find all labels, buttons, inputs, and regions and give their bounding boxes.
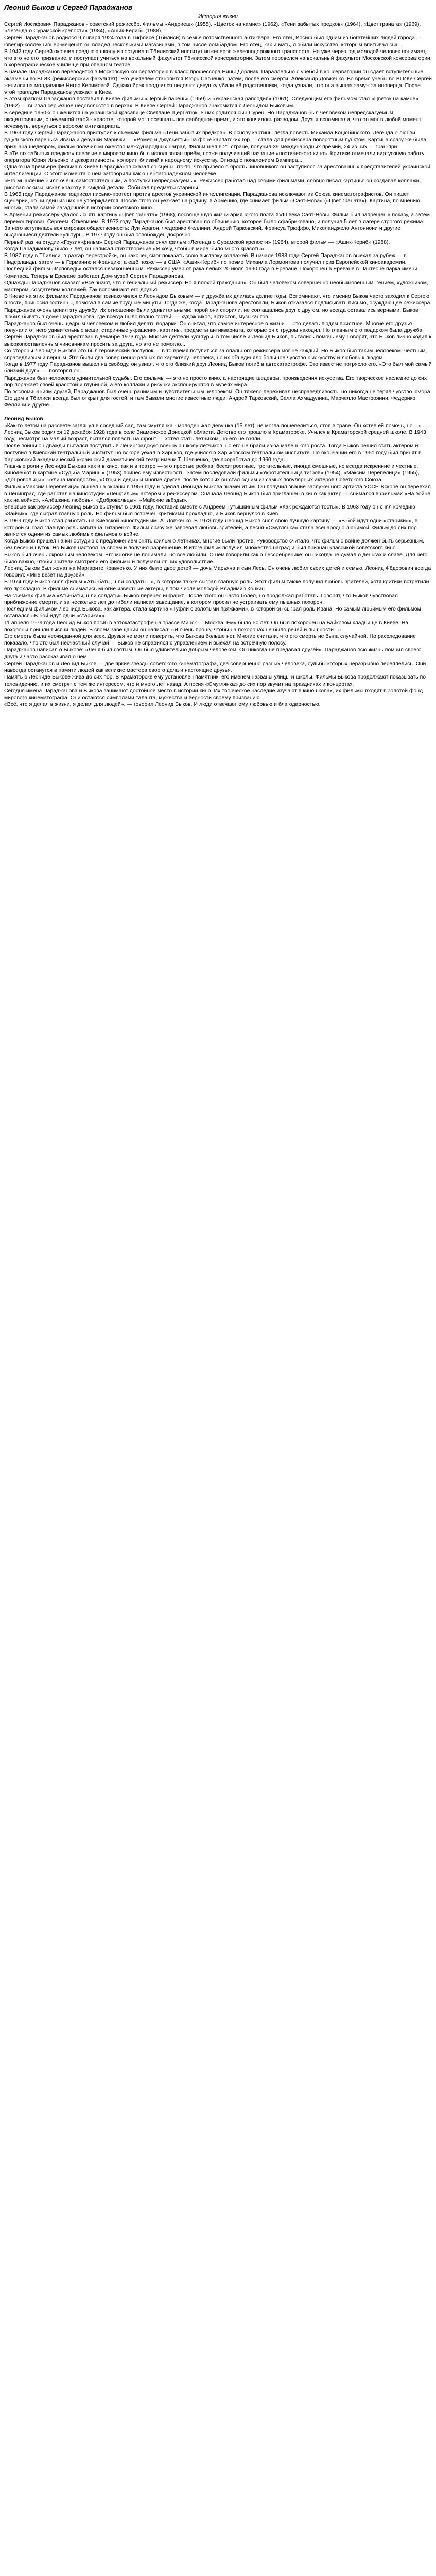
- paragraph: «Его мышление было очень самостоятельным, а поступки непредсказуемы». Режиссёр работал над своими фильмами, словно писал картины: он создавал коллажи, рисовал эскизы, искал красоту в каждой детали. Собирал предметы старины...: [4, 178, 421, 191]
- paragraph: В 1942 году Сергей окончил среднюю школу и поступил в Тбилисский институт инженеров железнодорожного транспорта. Но уже через год молодой человек понимает, что это не его призвание, и поступает учиться на вокальный факультет Тбилисской консерватории. Затем перевелся на вокальный факультет Московской консерватории, в хореографическое училище при оперном театре.: [4, 48, 432, 69]
- paragraph: После войны он дважды пытался поступить в Ленинградскую военную школу лётчиков, но его не брали из-за маленького роста. Тогда Быков решил стать актёром и поступил в Киевский театральный институт, но вскоре уехал в Харьков, где учился в Харьковском театральном институте. По окончании его в 1951 году был принят в Харьковский академический украинский драматический театр имени Т. Шевченко, где проработал до 1960 года.: [4, 443, 422, 463]
- paragraph: В 1974 году Быков снял фильм «Аты-баты, шли солдаты...», в котором также сыграл главную роль. Этот фильм также получил любовь зрителей, хотя критики встретили его прохладно. В фильме снимались многие известные актёры, в том числе молодой Владимир Конкин.: [4, 579, 429, 592]
- paragraph: На съёмках фильма «Аты-баты, шли солдаты» Быков перенёс инфаркт. После этого он часто болел, но продолжал работать. Говорят, что Быков чувствовал приближение смерти, и за несколько лет до гибели написал завещание, в котором просил не устраивать ему пышных похорон.: [4, 592, 398, 606]
- paragraph: Со стороны Леонида Быкова это был героический поступок — в то время вступиться за опального режиссёра мог не каждый. Но Быков был таким человеком: честным, справедливым и верным. Это были два совершенно разных по характеру человека, но их объединяло большое чувство к искусству и любовь к людям.: [4, 348, 427, 361]
- paragraph: В Армении режиссёру удалось снять картину «Цвет граната» (1968), посвящённую жизни армянского поэта XVIII века Саят-Новы. Фильм был запрещён к показу, а затем перемонтирован Сергеем Юткевичем. В 1973 году Параджанов был арестован по обвинению, которое было сфабриковано, и получил 5 лет в лагере строгого режима.: [4, 212, 430, 225]
- paragraph: В 1965 году Параджанов подписал письмо-протест против арестов украинской интеллигенции. Параджанова исключают из Союза кинематографистов. Он пишет сценарии, но ни один из них не утверждается. После этого он уезжает на родину, в Армению, где снимает фильм «Саят-Нова» («Цвет граната»). Картина, по мнению многих, стала самой загадочной в истории советского кино.: [4, 192, 420, 211]
- paragraph: Последний фильм «Исповедь» остался незаконченным. Режиссёр умер от рака лёгких 20 июля 1990 года в Ереване. Похоронен в Ереване в Пантеоне парка имени Комитаса. Теперь в Ереване работает Дом-музей Сергея Параджанова.: [4, 266, 418, 279]
- paragraph: В 1969 году Быков стал работать на Киевской киностудии им. А. Довженко. В 1973 году Леонид Быков снял свою лучшую картину — «В бой идут одни «старики»», в которой сыграл главную роль капитана Титаренко. Фильм сразу же завоевал любовь зрителей, а песня «Смуглянка» стала всенародно любимой. Фильм до сих пор является одним из самых любимых фильмов о войне.: [4, 518, 418, 538]
- section-gap: [4, 409, 432, 416]
- paragraph: В начале Параджанов переводится в Московскую консерваторию в класс профессора Нины Дорлиак. Параллельно с учебой в консерватории он сдает вступительные экзамены во ВГИК (режиссерский факультет). Его учителем становится Игорь Савченко, затем, после его смерти, Александр Довженко. Во время учебы во ВГИКе Сергей женился на молдаванке Нигяр Керимовой. Однако брак продлился недолго: девушку убили её родственники, когда узнали, что она вышла замуж за иноверца. После этой трагедии Параджанов уезжает в Киев.: [4, 69, 432, 96]
- page-title: Леонид Быков и Сергей Параджанов: [4, 4, 133, 11]
- paragraph: Когда Быков пришёл на киностудию с предложением снять фильм о лётчиках, многие были против. Руководство считало, что фильм о войне должен быть серьёзным, без песен и шуток. Но Быков настоял на своём и получил разрешение. В итоге фильм получил множество наград и был признан классикой советского кино.: [4, 538, 424, 551]
- page-subtitle: История жизни: [198, 13, 238, 20]
- paragraph: Фильм «Максим Перепелица» вышел на экраны в 1956 году и сделал Леонида Быкова знаменитым. Он получил звание заслуженного артиста УССР. Вскоре он переехал в Ленинград, где работал на киностудии «Ленфильм» актёром и режиссёром. Сначала Леонид Быков был приглашён в кино как актёр — снимался в фильмах «На войне как на войне», «Алёшкина любовь», «Добровольцы», «Майские звёзды».: [4, 484, 431, 504]
- paragraph: По воспоминаниям друзей, Параджанов был очень ранимым и чувствительным человеком. Он тяжело переживал несправедливость, но никогда не терял чувство юмора. Его дом в Тбилиси всегда был открыт для гостей, и там бывали многие известные люди: Андрей Тарковский, Белла Ахмадулина, Марчелло Мастроянни, Федерико Феллини и другие.: [4, 388, 432, 409]
- paragraph: «Всё, что я делал в жизни, я делал для людей», — говорил Леонид Быков. И люди отвечают ему любовью и благодарностью.: [4, 702, 321, 708]
- paragraph: В этом кратком Параджанов поставил в Киеве фильмы «Первый парень» (1959) и «Украинская рапсодия» (1961). Следующим его фильмом стал «Цветок на камне» (1962) — вызвал серьезное недовольство в верхах. В Киеве Сергей Параджанов знакомится с Леонидом Быковым.: [4, 96, 419, 109]
- paragraph: Леонид Быков был женат на Маргарите Кравченко. У них было двое детей — дочь Марьяна и сын Лесь. Он очень любил своих детей и семью. Леонид Фёдорович всегда говорил: «Мне везёт на друзей».: [4, 566, 431, 579]
- paragraph: Однако на премьере фильма в Киеве Параджанов сказал со сцены что-то, что привело в ярость чиновников: он заступился за арестованных представителей украинской интеллигенции. С этого момента о нём заговорили как о неблагонадёжном человеке.: [4, 164, 430, 177]
- paragraph: Впервые как режиссёр Леонид Быков выступил в 1961 году, поставив вместе с Андреем Тутышкиным фильм «Как рождаются тосты». В 1963 году он снял комедию «Зайчик», где сыграл главную роль. Но фильм был встречен критиками прохладно, и Быков вернулся в Киев.: [4, 504, 415, 517]
- paragraph: Сергей Параджанов родился 9 января 1924 года в Тифлисе (Тбилиси) в семье потомственного антиквара. Его отец Иосиф был одним из богатейших людей города — ювелир-коллекционер-меценат, он владел несколькими магазинами, в том числе ломбардом. Его отец, как и мать, любили искусство, которым впитывал сын...: [4, 35, 422, 48]
- paragraph: Сегодня имена Параджанова и Быкова занимают достойное место в истории кино. Их творческое наследие изучают в киношколах, их фильмы входят в золотой фонд мирового кинематографа. Они остаются символами таланта, мужества и верности своему призванию.: [4, 688, 423, 701]
- paragraph: Память о Леониде Быкове жива до сих пор. В Краматорске ему установлен памятник, его именем названы улицы и школы. Фильмы Быкова продолжают показывать по телевидению, и их смотрят с тем же интересом, что и много лет назад. А песня «Смуглянка» до сих пор звучит на праздниках и концертах.: [4, 674, 426, 687]
- paragraph: Сергей Параджанов был арестован в декабре 1973 года. Многие деятели культуры, в том числе и Леонид Быков, пытались помочь ему. Говорят, что Быков лично ходил к высокопоставленным чиновникам просить за друга, но это не помогло...: [4, 334, 432, 347]
- paragraph: Последним фильмом Леонида Быкова, как актёра, стала картина «Туфли с золотыми пряжками», в которой он сыграл роль Ивана. Но самым любимым его фильмом оставался «В бой идут одни «старики»».: [4, 606, 421, 619]
- paragraph: Однажды Параджанов сказал: «Все знают, что я гениальный режиссёр. Но я плохой гражданин». Он был человеком совершенно необыкновенным: гением, художником, мастером, создателем коллажей. Так вспоминают его друзья.: [4, 280, 428, 293]
- paragraph: Первый раз на студии «Грузия-фильм» Сергей Параджанов снял фильм «Легенда о Сурамской крепости» (1984), второй фильм — «Ашик-Кериб» (1988).: [4, 239, 390, 245]
- section-heading: Леонид Быков: [4, 416, 43, 422]
- paragraph: Сергей Параджанов и Леонид Быков — две яркие звезды советского кинематографа, два совершенно разных человека, судьбы которых неразрывно переплелись. Они навсегда останутся в памяти людей как великие мастера своего дела и настоящие друзья.: [4, 660, 426, 674]
- paragraph: В 1963 году Сергей Параджанов приступил к съёмкам фильма «Тени забытых предков». В основу картины легла повесть Михаила Коцюбинского. Легенда о любви гуцульского паренька Ивана и девушки Марички — «Ромео и Джульетты» на фоне карпатских гор — стала для режиссёра поворотным пунктом. Картина сразу же была признана шедевром, фильм получил множество международных наград. Фильм шел в 21 стране, получил 39 международных премий, 24 из них — гран-при.: [4, 130, 427, 150]
- paragraph: Главные роли у Леонида Быкова как и в кино, так и в театре — это простые ребята, бесхитростные, трогательные, иногда смешные, но всегда искренние и честные. Кинодебют в картине «Судьба Марины» (1953) принёс ему известность. Затем последовали фильмы «Укротительница тигров» (1954), «Максим Перепелица» (1955), «Добровольцы», «Улица молодости», «Отцы и деды» и многие другие, после которых он стал одним из самых популярных актёров Советского Союза.: [4, 464, 420, 483]
- paragraph: В Киеве на этих фильмах Параджанов познакомился с Леонидом Быковым — и дружба их длилась долгие годы. Вспоминают, что именно Быков часто заходил к Сергею в гости, приносил гостинцы, помогал в самые трудные минуты. Тогда же, когда Параджанова арестовали, Быков отказался подписывать письмо, осуждающее режиссёра.: [4, 294, 432, 307]
- paragraph: Когда Параджанову было 7 лет, он написал стихотворение «Я хочу, чтобы в мире было много красоты» ...: [4, 246, 270, 252]
- paragraph: Параджанов был очень щедрым человеком и любил делать подарки. Он считал, что самое интересное в жизни — это делать людям приятное. Многие его друзья получали от него удивительные вещи: старинные украшения, картины, предметы антиквариата, которые он с трудом находил. Но главным его подарком была дружба.: [4, 320, 424, 334]
- paragraph: Параджанов очень ценил эту дружбу. Их отношения были удивительными: порой они спорили, не соглашались друг с другом, но всегда оставались верными. Быков любил бывать в доме Параджанова, где всегда было полно гостей, — художников, артистов, музыкантов.: [4, 307, 418, 320]
- paragraph: Параджанов был человеком удивительной судьбы. Его фильмы — это не просто кино, а настоящие шедевры, произведения искусства. Его творческое наследие до сих пор поражает своей красотой и глубиной, а его коллажи и рисунки экспонируются в музеях мира.: [4, 375, 427, 388]
- paragraph: В «Тенях забытых предков» впервые в мировом кино был использован приём, позже получивший название «поэтического кино». Критики отмечали виртуозную работу оператора Юрия Ильенко и декоративность, колорит, близкий к народному искусству. Эпизод с появлением Вампира...: [4, 150, 425, 164]
- paragraph: В середине 1950-х он женится на украинской красавице Светлане Щербатюк. У них родился сын Сурен. Но Параджанов был человеком непредсказуемым, эксцентричным, с неуемной тягой к красоте, которой мог посвящать все свободное время, и это кончилось разводом. Друзья вспоминали, что он мог в любой момент исчезнуть, вернуться с ворохом антиквариата.: [4, 110, 422, 130]
- paragraph: Параджанов написал о Быкове: «Лёня был святым. Он был удивительно добрым человеком. Он никогда не предавал друзей». Параджанов всю жизнь помнил своего друга и часто рассказывал о нём.: [4, 647, 422, 660]
- paragraph: Быков был очень скромным человеком. Его многие не понимали, но все любили. О нём говорили как о бессребренике: он никогда не думал о деньгах и славе. Для него было важно, чтобы зрители смотрели его фильмы и получали от них удовольствие.: [4, 552, 428, 565]
- article-body-part2: [4, 422, 432, 708]
- paragraph: 11 апреля 1979 года Леонид Быков погиб в автокатастрофе на трассе Минск — Москва. Ему было 50 лет. Он был похоронен на Байковом кладбище в Киеве. На похороны пришли тысячи людей. В своём завещании он написал: «Я очень прошу, чтобы на похоронах не было речей и пышности...»: [4, 620, 409, 633]
- paragraph: Сергей Иосифович Параджанов - советский режиссёр. Фильмы «Андриеш» (1955), «Цветок на камне» (1962), «Тени забытых предков» (1964), «Цвет граната» (1969), «Легенда о Сурамской крепости» (1984), «Ашик-Кериб» (1988).: [4, 22, 421, 35]
- paragraph: Его смерть была неожиданной для всех. Друзья не могли поверить, что Быкова больше нет. Многие считали, что его смерть не была случайной. Но расследование показало, что это был несчастный случай — Быков не справился с управлением и выехал на встречную полосу.: [4, 634, 416, 647]
- article-body-part1: [4, 21, 432, 409]
- paragraph: За него вступилась вся мировая общественность: Луи Арагон, Федерико Феллини, Андрей Тарковский, Франсуа Трюффо, Микеланджело Антониони и другие выдающиеся деятели культуры. В 1977 году он был освобождён досрочно.: [4, 226, 401, 239]
- paragraph: В 1987 году в Тбилиси, в разгар перестройки, он наконец смог показать свою выставку коллажей. В начале 1988 года Сергей Параджанов выехал за рубеж — в Нидерланды, затем — в Германию и Францию, а ещё позже — в США. «Ашик-Кериб» по поэме Михаила Лермонтова получил приз Европейской киноакадемии.: [4, 252, 407, 266]
- paragraph: «Как-то летом на рассвете заглянул в соседний сад, там смуглянка - молоденькая девушка (15 лет), не могла пошевелиться, стоя в траве. Он хотел ей помочь, но ...» Леонид Быков родился 12 декабря 1928 года в селе Знаменское Донецкой области. Детство его прошло в Краматорске. Учился в Краматорской средней школе. В 1943 году, несмотря на малый возраст, пытался попасть на фронт — хотел стать лётчиком, но его не взяли.: [4, 422, 426, 443]
- paragraph: Когда в 1977 году Параджанов вышел на свободу, он узнал, что его близкий друг Леонид Быков погиб в автокатастрофе. Это известие потрясло его. «Это был мой самый близкий друг», — повторял он...: [4, 362, 432, 375]
